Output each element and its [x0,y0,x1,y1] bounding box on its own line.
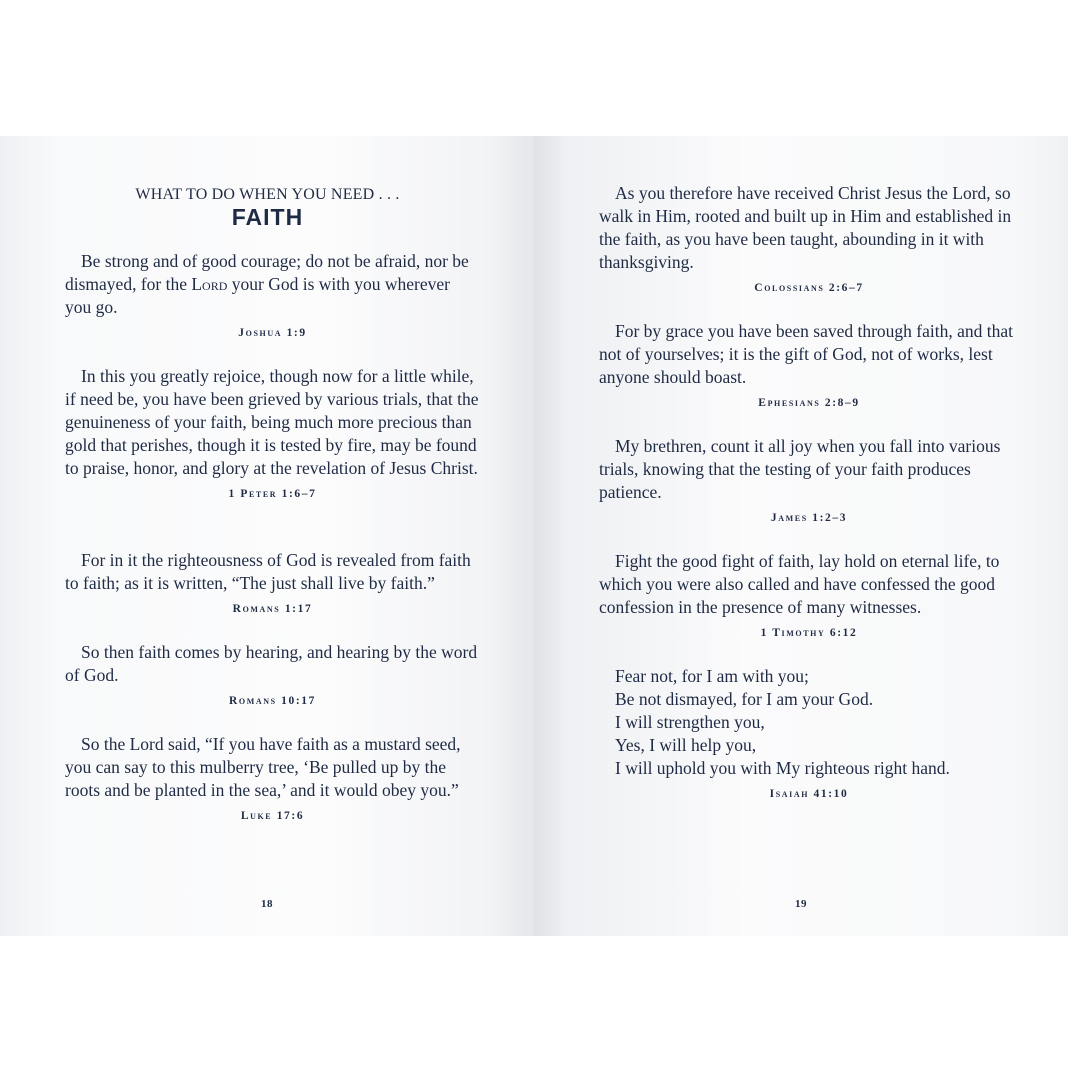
verse-text: Be strong and of good courage; do not be afraid, nor be dismayed, for the Lord your God is with you wherever you go. [65,251,469,317]
book-spread [0,136,1068,936]
verse-block [599,182,1019,294]
verse-reference: Isaiah 41:10 [769,788,849,800]
section-title: FAITH [231,204,304,230]
verse-reference: Ephesians 2:8–9 [758,397,860,409]
verse-block [65,641,480,707]
verse-reference: Luke 17:6 [240,810,305,822]
left-page [0,136,534,936]
verse-block [65,365,480,500]
verse-reference: Romans 10:17 [229,695,316,707]
poem-text [599,665,1019,780]
page-number: 19 [795,898,807,910]
verse-block [599,550,1019,639]
verse-block [599,320,1019,409]
verse-block [599,435,1019,524]
verse-text: Fight the good fight of faith, lay hold on eternal life, to which you were also called and have confessed the good confession in the presence of many witnesses. [599,551,1000,617]
verse-text: As you therefore have received Christ Jesus the Lord, so walk in Him, rooted and built up in Him and established in the faith, as you have been taught, abounding in it with thanksgiving. [599,183,1012,272]
poem-line: Yes, I will help you, [615,735,757,755]
verse-text: So the Lord said, “If you have faith as a mustard seed, you can say to this mulberry tree, ‘Be pulled up by the roots and be planted in the sea,’ and it would obey you.” [65,734,461,800]
section-header: WHAT TO DO WHEN YOU NEED . . . [135,186,400,203]
verse-reference: Romans 1:17 [232,603,313,615]
poem-line: Be not dismayed, for I am your God. [615,689,874,709]
verse-reference: Joshua 1:9 [238,327,307,339]
verse-reference: 1 Peter 1:6–7 [228,488,317,500]
right-page [534,136,1068,936]
verse-reference: James 1:2–3 [770,512,848,524]
page-number: 18 [261,898,273,910]
verse-block [65,733,480,822]
verse-text: In this you greatly rejoice, though now for a little while, if need be, you have been grieved by various trials, that the genuineness of your faith, being much more precious than gold that perishes, though it is tested by fire, may be found to praise, honor, and glory at the revelation of Jesus Christ. [65,366,479,478]
verse-text: My brethren, count it all joy when you fall into various trials, knowing that the testing of your faith produces patience. [599,436,1001,502]
verse-text: For in it the righteousness of God is revealed from faith to faith; as it is written, “The just shall live by faith.” [65,550,471,593]
verse-block [65,250,480,339]
poem-line: I will strengthen you, [615,712,765,732]
verse-reference: Colossians 2:6–7 [754,282,864,294]
verse-text: For by grace you have been saved through faith, and that not of yourselves; it is the gift of God, not of works, lest anyone should boast. [599,321,1013,387]
small-caps-word: Lord [191,274,228,294]
poem-line: I will uphold you with My righteous right hand. [615,758,950,778]
verse-reference: 1 Timothy 6:12 [760,627,858,639]
poem-block [599,665,1019,800]
poem-line: Fear not, for I am with you; [615,666,809,686]
verse-block [65,549,480,615]
verse-text: So then faith comes by hearing, and hearing by the word of God. [65,642,478,685]
